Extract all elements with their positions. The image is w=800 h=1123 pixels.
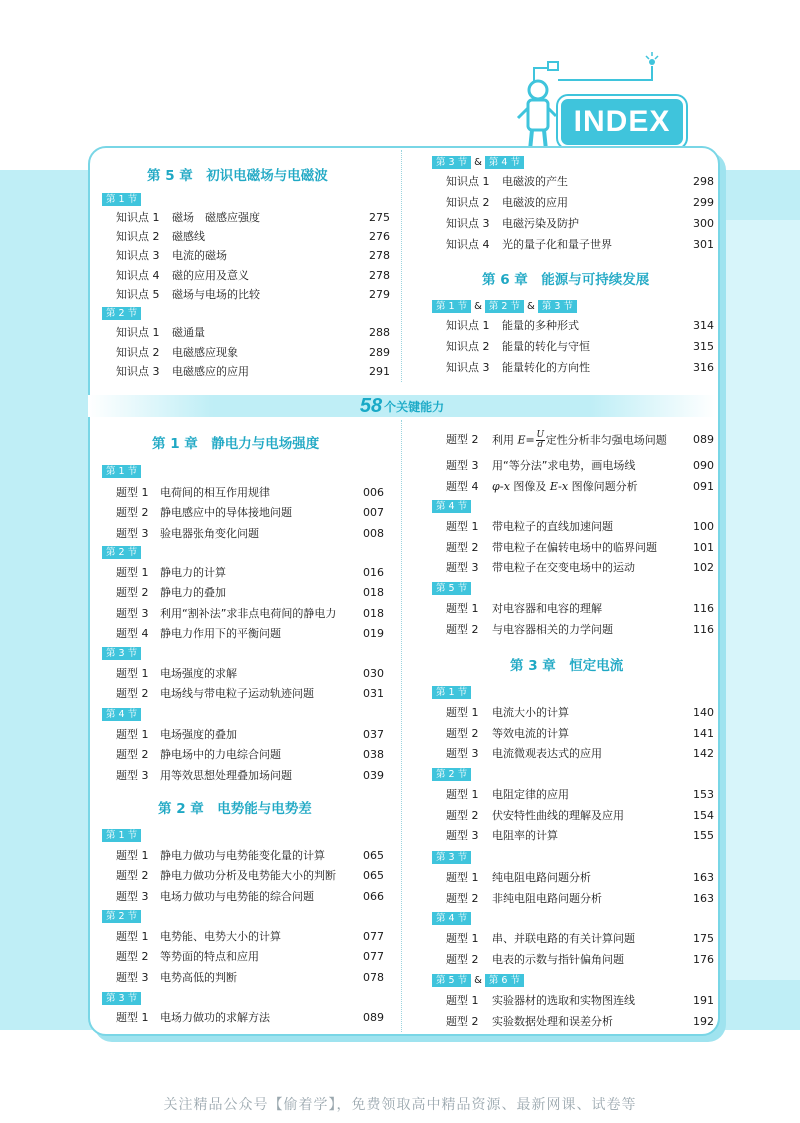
index-title: INDEX bbox=[558, 96, 686, 148]
item-title: 实验数据处理和误差分析 bbox=[492, 1014, 613, 1028]
item-page: 019 bbox=[363, 626, 384, 640]
item-label: 知识点 5 bbox=[116, 287, 160, 301]
chapter-6-title: 第 6 章 能源与可持续发展 bbox=[482, 272, 650, 288]
section-tag: 第 1 节 bbox=[432, 686, 471, 699]
section-tag: 第 3 节 bbox=[102, 647, 141, 660]
item-label: 题型 1 bbox=[116, 486, 149, 499]
item-title: 电场力做功与电势能的综合问题 bbox=[160, 889, 314, 903]
item-title-prefix: 利用 bbox=[492, 433, 514, 447]
item-title: 静电力作用下的平衡问题 bbox=[160, 626, 281, 640]
ampersand: & bbox=[474, 157, 482, 168]
item-page: 175 bbox=[693, 932, 714, 945]
item-title: 电荷间的相互作用规律 bbox=[160, 486, 270, 499]
item-label: 知识点 4 bbox=[116, 268, 160, 282]
item-label: 题型 1 bbox=[116, 930, 149, 943]
ch2-section-4 bbox=[432, 500, 471, 513]
section-tag: 第 2 节 bbox=[102, 546, 141, 559]
item-title: 与电容器相关的力学问题 bbox=[492, 622, 613, 636]
item-title: 用等效思想处理叠加场问题 bbox=[160, 768, 292, 782]
item-label: 题型 2 bbox=[116, 506, 149, 520]
item-title: 验电器张角变化问题 bbox=[160, 526, 259, 540]
list-item[interactable] bbox=[116, 667, 384, 681]
section-tag: 第 3 节 bbox=[102, 992, 141, 1005]
item-title: 对电容器和电容的理解 bbox=[492, 602, 602, 615]
list-item[interactable] bbox=[446, 932, 714, 946]
item-label: 题型 2 bbox=[446, 952, 479, 966]
banner-text: 个关键能力 bbox=[384, 399, 445, 414]
list-item[interactable] bbox=[116, 287, 390, 302]
list-item[interactable] bbox=[446, 561, 714, 575]
fraction-u-over-d bbox=[536, 431, 545, 450]
list-item[interactable] bbox=[116, 566, 384, 580]
banner-number: 58 bbox=[359, 394, 383, 417]
chapter-1-title: 第 1 章 静电力与电场强度 bbox=[152, 436, 320, 452]
math-symbol: E bbox=[517, 433, 526, 447]
list-item[interactable] bbox=[116, 365, 390, 379]
item-label: 题型 1 bbox=[446, 602, 479, 615]
item-label: 知识点 3 bbox=[116, 365, 160, 378]
item-title: 实验器材的选取和实物图连线 bbox=[492, 994, 635, 1007]
item-page: 100 bbox=[693, 520, 714, 533]
item-page: 018 bbox=[363, 606, 384, 620]
item-title: 伏安特性曲线的理解及应用 bbox=[492, 808, 624, 822]
item-page: 288 bbox=[369, 326, 390, 339]
ch3-section-3 bbox=[432, 851, 471, 864]
ch2-section-5 bbox=[432, 582, 471, 595]
item-page: 289 bbox=[369, 345, 390, 359]
item-title-middle: 图像及 bbox=[513, 480, 547, 493]
list-item[interactable] bbox=[116, 527, 384, 541]
section-tag: 第 4 节 bbox=[102, 708, 141, 721]
ch3-section-1 bbox=[432, 686, 471, 699]
ch5-section-3-4 bbox=[432, 156, 524, 169]
ch2-section-3 bbox=[102, 992, 141, 1005]
list-item[interactable] bbox=[116, 326, 390, 340]
item-title: 电磁波的应用 bbox=[502, 196, 568, 209]
item-title: 带电粒子在偏转电场中的临界问题 bbox=[492, 540, 657, 554]
item-title: 电阻率的计算 bbox=[492, 829, 558, 842]
item-title: 静电力做功与电势能变化量的计算 bbox=[160, 849, 325, 862]
item-page: 154 bbox=[693, 808, 714, 822]
item-page: 008 bbox=[363, 526, 384, 540]
item-label: 题型 2 bbox=[446, 540, 479, 554]
item-page: 066 bbox=[363, 889, 384, 903]
list-item[interactable] bbox=[446, 217, 714, 231]
section-tag: 第 2 节 bbox=[102, 910, 141, 923]
list-item[interactable] bbox=[446, 829, 714, 843]
footer-text: 关注精品公众号【偷着学】，免费领取高中精品资源、最新网课、试卷等 bbox=[163, 1097, 637, 1113]
item-page: 077 bbox=[363, 930, 384, 943]
item-page: 102 bbox=[693, 561, 714, 574]
section-tag: 第 1 节 bbox=[102, 829, 141, 842]
item-label: 题型 1 bbox=[116, 728, 149, 741]
ch2-section-2 bbox=[102, 910, 141, 923]
item-title: 非纯电阻电路问题分析 bbox=[492, 891, 602, 905]
item-title: 磁的应用及意义 bbox=[172, 268, 249, 282]
key-abilities-banner bbox=[88, 395, 716, 417]
ch5-section-2 bbox=[102, 307, 141, 320]
list-item[interactable] bbox=[446, 480, 714, 494]
section-tag: 第 2 节 bbox=[102, 307, 141, 320]
item-page: 279 bbox=[369, 287, 390, 301]
section-tag: 第 3 节 bbox=[432, 851, 471, 864]
item-page: 316 bbox=[693, 361, 714, 374]
list-item[interactable] bbox=[116, 769, 384, 783]
item-label: 题型 2 bbox=[446, 726, 479, 740]
item-title bbox=[492, 480, 638, 494]
item-title: 电场力做功的求解方法 bbox=[160, 1011, 270, 1024]
item-label: 题型 2 bbox=[116, 687, 149, 701]
list-item[interactable] bbox=[116, 506, 384, 520]
item-title: 磁通量 bbox=[172, 326, 205, 339]
section-tag: 第 4 节 bbox=[432, 912, 471, 925]
item-page: 300 bbox=[693, 217, 714, 230]
item-page: 142 bbox=[693, 747, 714, 760]
section-tag: 第 4 节 bbox=[432, 500, 471, 513]
section-tag: 第 5 节 bbox=[432, 582, 471, 595]
list-item[interactable] bbox=[446, 602, 714, 616]
list-item[interactable] bbox=[446, 238, 714, 252]
item-title: 纯电阻电路问题分析 bbox=[492, 871, 591, 884]
item-page: 006 bbox=[363, 486, 384, 499]
item-page: 299 bbox=[693, 196, 714, 209]
math-symbol: = bbox=[525, 433, 535, 447]
item-label: 题型 1 bbox=[446, 932, 479, 945]
item-page: 275 bbox=[369, 211, 390, 224]
item-page: 278 bbox=[369, 249, 390, 263]
item-title-suffix: 定性分析非匀强电场问题 bbox=[545, 433, 667, 447]
ampersand: & bbox=[474, 301, 482, 312]
item-label: 知识点 1 bbox=[116, 326, 160, 339]
item-title: 等势面的特点和应用 bbox=[160, 950, 259, 964]
item-page: 141 bbox=[693, 726, 714, 740]
item-label: 知识点 1 bbox=[446, 319, 490, 332]
item-page: 163 bbox=[693, 871, 714, 884]
list-item[interactable] bbox=[446, 871, 714, 885]
item-title: 电流微观表达式的应用 bbox=[492, 747, 602, 760]
section-tag: 第 5 节 bbox=[432, 974, 471, 987]
item-label: 题型 1 bbox=[116, 849, 149, 862]
list-item[interactable] bbox=[446, 747, 714, 761]
item-page: 314 bbox=[693, 319, 714, 332]
item-label: 题型 1 bbox=[446, 706, 479, 719]
item-label: 题型 1 bbox=[446, 994, 479, 1007]
item-label: 题型 2 bbox=[446, 622, 479, 636]
list-item[interactable] bbox=[116, 890, 384, 904]
item-page: 278 bbox=[369, 268, 390, 282]
fraction-numerator: U bbox=[536, 430, 545, 440]
item-page: 191 bbox=[693, 994, 714, 1007]
item-label: 题型 1 bbox=[446, 871, 479, 884]
item-label: 题型 3 bbox=[116, 606, 149, 620]
math-symbol: φ bbox=[492, 480, 500, 493]
fraction-denominator: d bbox=[537, 440, 544, 450]
list-item[interactable] bbox=[116, 728, 384, 742]
item-title: 电磁污染及防护 bbox=[502, 217, 579, 230]
item-title: 静电力的计算 bbox=[160, 566, 226, 579]
ch5-section-1 bbox=[102, 193, 141, 206]
item-title-suffix: 图像问题分析 bbox=[571, 480, 638, 493]
ch1-section-1 bbox=[102, 465, 141, 478]
list-item[interactable] bbox=[116, 486, 384, 500]
item-page: 037 bbox=[363, 728, 384, 741]
item-page: 077 bbox=[363, 950, 384, 964]
list-item[interactable] bbox=[116, 687, 384, 701]
item-label: 题型 2 bbox=[116, 586, 149, 600]
item-label: 题型 1 bbox=[446, 520, 479, 533]
list-item[interactable] bbox=[116, 586, 384, 600]
list-item[interactable] bbox=[446, 706, 714, 720]
item-page: 298 bbox=[693, 175, 714, 188]
list-item[interactable] bbox=[446, 520, 714, 534]
item-label: 题型 2 bbox=[446, 808, 479, 822]
ch3-section-4 bbox=[432, 912, 471, 925]
list-item[interactable] bbox=[446, 340, 714, 354]
list-item[interactable] bbox=[446, 788, 714, 802]
item-label: 题型 3 bbox=[446, 747, 479, 760]
item-label: 题型 3 bbox=[446, 829, 479, 842]
item-page: 065 bbox=[363, 869, 384, 883]
item-label: 知识点 3 bbox=[446, 217, 490, 230]
item-title: 磁感线 bbox=[172, 230, 205, 244]
list-item[interactable] bbox=[116, 930, 384, 944]
list-item[interactable] bbox=[116, 950, 384, 964]
item-page: 101 bbox=[693, 540, 714, 554]
item-label: 知识点 1 bbox=[116, 211, 160, 224]
item-title: 电场线与带电粒子运动轨迹问题 bbox=[160, 687, 314, 701]
item-title: 静电场中的力电综合问题 bbox=[160, 748, 281, 762]
item-page: 089 bbox=[363, 1011, 384, 1024]
section-tag: 第 1 节 bbox=[102, 465, 141, 478]
ch3-section-2 bbox=[432, 768, 471, 781]
list-item[interactable] bbox=[446, 431, 714, 449]
ch1-section-3 bbox=[102, 647, 141, 660]
section-tag: 第 6 节 bbox=[485, 974, 524, 987]
item-label: 知识点 2 bbox=[446, 340, 490, 353]
item-page: 155 bbox=[693, 829, 714, 842]
item-page: 176 bbox=[693, 952, 714, 966]
item-title: 电表的示数与指针偏角问题 bbox=[492, 952, 624, 966]
item-title: 能量转化的方向性 bbox=[502, 361, 590, 374]
list-item[interactable] bbox=[446, 994, 714, 1008]
list-item[interactable] bbox=[116, 249, 390, 263]
item-title: 电磁波的产生 bbox=[502, 175, 568, 188]
item-page: 091 bbox=[693, 480, 714, 493]
list-item[interactable] bbox=[446, 459, 714, 473]
section-tag: 第 1 节 bbox=[432, 300, 471, 313]
list-item[interactable] bbox=[116, 230, 390, 244]
item-page: 301 bbox=[693, 238, 714, 251]
item-title: 磁场 磁感应强度 bbox=[172, 211, 260, 224]
section-tag: 第 2 节 bbox=[432, 768, 471, 781]
item-title: 静电力的叠加 bbox=[160, 586, 226, 600]
list-item[interactable] bbox=[116, 268, 390, 283]
item-page: 078 bbox=[363, 970, 384, 984]
item-title: 磁场与电场的比较 bbox=[172, 287, 260, 301]
item-page: 016 bbox=[363, 566, 384, 579]
section-tag: 第 2 节 bbox=[485, 300, 524, 313]
item-title: 利用“割补法”求非点电荷间的静电力 bbox=[160, 606, 337, 620]
item-label: 知识点 4 bbox=[446, 238, 490, 251]
item-page: 192 bbox=[693, 1014, 714, 1028]
item-label: 题型 2 bbox=[116, 950, 149, 964]
list-item[interactable] bbox=[446, 809, 714, 823]
item-label: 题型 1 bbox=[446, 788, 479, 801]
list-item[interactable] bbox=[446, 541, 714, 555]
list-item[interactable] bbox=[116, 971, 384, 985]
math-symbol: x bbox=[561, 480, 569, 493]
item-label: 题型 3 bbox=[446, 459, 479, 472]
list-item[interactable] bbox=[116, 627, 384, 641]
list-item[interactable] bbox=[446, 727, 714, 741]
ch1-section-2 bbox=[102, 546, 141, 559]
item-title: 电流大小的计算 bbox=[492, 706, 569, 719]
item-label: 题型 3 bbox=[116, 970, 149, 984]
item-title: 电场强度的叠加 bbox=[160, 728, 237, 741]
chapter-5-title: 第 5 章 初识电磁场与电磁波 bbox=[147, 168, 328, 184]
item-page: 291 bbox=[369, 365, 390, 378]
ch6-sections bbox=[432, 300, 577, 313]
item-label: 题型 2 bbox=[446, 891, 479, 905]
item-page: 276 bbox=[369, 230, 390, 244]
item-label: 题型 2 bbox=[116, 748, 149, 762]
column-divider-top bbox=[401, 150, 402, 382]
list-item[interactable] bbox=[116, 345, 390, 360]
list-item[interactable] bbox=[116, 1011, 384, 1025]
ch1-section-4 bbox=[102, 708, 141, 721]
ch3-section-5-6 bbox=[432, 974, 524, 987]
item-title: 电磁感应的应用 bbox=[172, 365, 249, 378]
list-item[interactable] bbox=[446, 623, 714, 637]
item-title: 静电感应中的导体接地问题 bbox=[160, 506, 292, 520]
item-label: 题型 3 bbox=[116, 526, 149, 540]
item-label: 题型 1 bbox=[116, 1011, 149, 1024]
item-page: 031 bbox=[363, 687, 384, 701]
item-page: 140 bbox=[693, 706, 714, 719]
math-symbol: - bbox=[499, 480, 504, 493]
item-page: 018 bbox=[363, 586, 384, 600]
ampersand: & bbox=[474, 975, 482, 986]
item-title: 带电粒子在交变电场中的运动 bbox=[492, 561, 635, 574]
list-item[interactable] bbox=[116, 849, 384, 863]
ampersand: & bbox=[527, 301, 535, 312]
list-item[interactable] bbox=[116, 869, 384, 883]
item-page: 089 bbox=[693, 433, 714, 446]
item-title: 电磁感应现象 bbox=[172, 345, 238, 359]
item-label: 题型 1 bbox=[116, 667, 149, 680]
list-item[interactable] bbox=[116, 607, 384, 621]
list-item[interactable] bbox=[446, 175, 714, 189]
item-page: 038 bbox=[363, 748, 384, 762]
item-label: 题型 2 bbox=[116, 869, 149, 883]
item-title: 带电粒子的直线加速问题 bbox=[492, 520, 613, 533]
item-title: 串、并联电路的有关计算问题 bbox=[492, 932, 635, 945]
list-item[interactable] bbox=[446, 892, 714, 906]
item-title: 光的量子化和量子世界 bbox=[502, 238, 612, 251]
math-symbol: x bbox=[503, 480, 510, 493]
item-label: 题型 1 bbox=[116, 566, 149, 579]
item-title: 能量的多种形式 bbox=[502, 319, 579, 332]
ch2-section-1 bbox=[102, 829, 141, 842]
item-label: 题型 4 bbox=[446, 480, 479, 493]
item-label: 题型 4 bbox=[116, 626, 149, 640]
item-label: 题型 3 bbox=[446, 561, 479, 574]
section-tag: 第 3 节 bbox=[432, 156, 471, 169]
item-title: 电势能、电势大小的计算 bbox=[160, 930, 281, 943]
item-title: 电流的磁场 bbox=[172, 249, 227, 263]
item-title: 电阻定律的应用 bbox=[492, 788, 569, 801]
column-divider-bottom bbox=[401, 420, 402, 1032]
section-tag: 第 1 节 bbox=[102, 193, 141, 206]
item-page: 065 bbox=[363, 849, 384, 862]
item-label: 知识点 3 bbox=[446, 361, 490, 374]
chapter-2-title: 第 2 章 电势能与电势差 bbox=[158, 801, 312, 817]
list-item[interactable] bbox=[446, 953, 714, 967]
list-item[interactable] bbox=[446, 319, 714, 333]
item-label: 知识点 2 bbox=[446, 196, 490, 209]
section-tag: 第 4 节 bbox=[485, 156, 524, 169]
item-label: 题型 3 bbox=[116, 768, 149, 782]
item-page: 116 bbox=[693, 622, 714, 636]
item-page: 090 bbox=[693, 459, 714, 472]
item-title: 能量的转化与守恒 bbox=[502, 340, 590, 353]
background-band-right bbox=[720, 220, 800, 980]
item-page: 007 bbox=[363, 506, 384, 520]
item-label: 题型 2 bbox=[446, 433, 479, 446]
item-label: 知识点 1 bbox=[446, 175, 490, 188]
list-item[interactable] bbox=[116, 211, 390, 225]
item-label: 知识点 3 bbox=[116, 249, 160, 263]
chapter-3-title: 第 3 章 恒定电流 bbox=[510, 658, 624, 674]
math-symbol: - bbox=[557, 480, 562, 493]
item-title: 电场强度的求解 bbox=[160, 667, 237, 680]
list-item[interactable] bbox=[446, 196, 714, 210]
item-title: 静电力做功分析及电势能大小的判断 bbox=[160, 869, 336, 883]
item-title: 等效电流的计算 bbox=[492, 726, 569, 740]
item-page: 039 bbox=[363, 768, 384, 782]
item-title bbox=[492, 431, 667, 450]
math-symbol: E bbox=[549, 480, 558, 493]
item-title: 电势高低的判断 bbox=[160, 970, 237, 984]
item-page: 153 bbox=[693, 788, 714, 801]
item-label: 知识点 2 bbox=[116, 345, 160, 359]
list-item[interactable] bbox=[116, 748, 384, 762]
item-page: 030 bbox=[363, 667, 384, 680]
section-tag: 第 3 节 bbox=[538, 300, 577, 313]
item-page: 116 bbox=[693, 602, 714, 615]
item-page: 163 bbox=[693, 891, 714, 905]
item-title: 用“等分法”求电势，画电场线 bbox=[492, 459, 636, 472]
item-page: 315 bbox=[693, 340, 714, 353]
list-item[interactable] bbox=[446, 1015, 714, 1029]
item-label: 题型 2 bbox=[446, 1014, 479, 1028]
list-item[interactable] bbox=[446, 361, 714, 375]
item-label: 知识点 2 bbox=[116, 230, 160, 244]
item-label: 题型 3 bbox=[116, 889, 149, 903]
